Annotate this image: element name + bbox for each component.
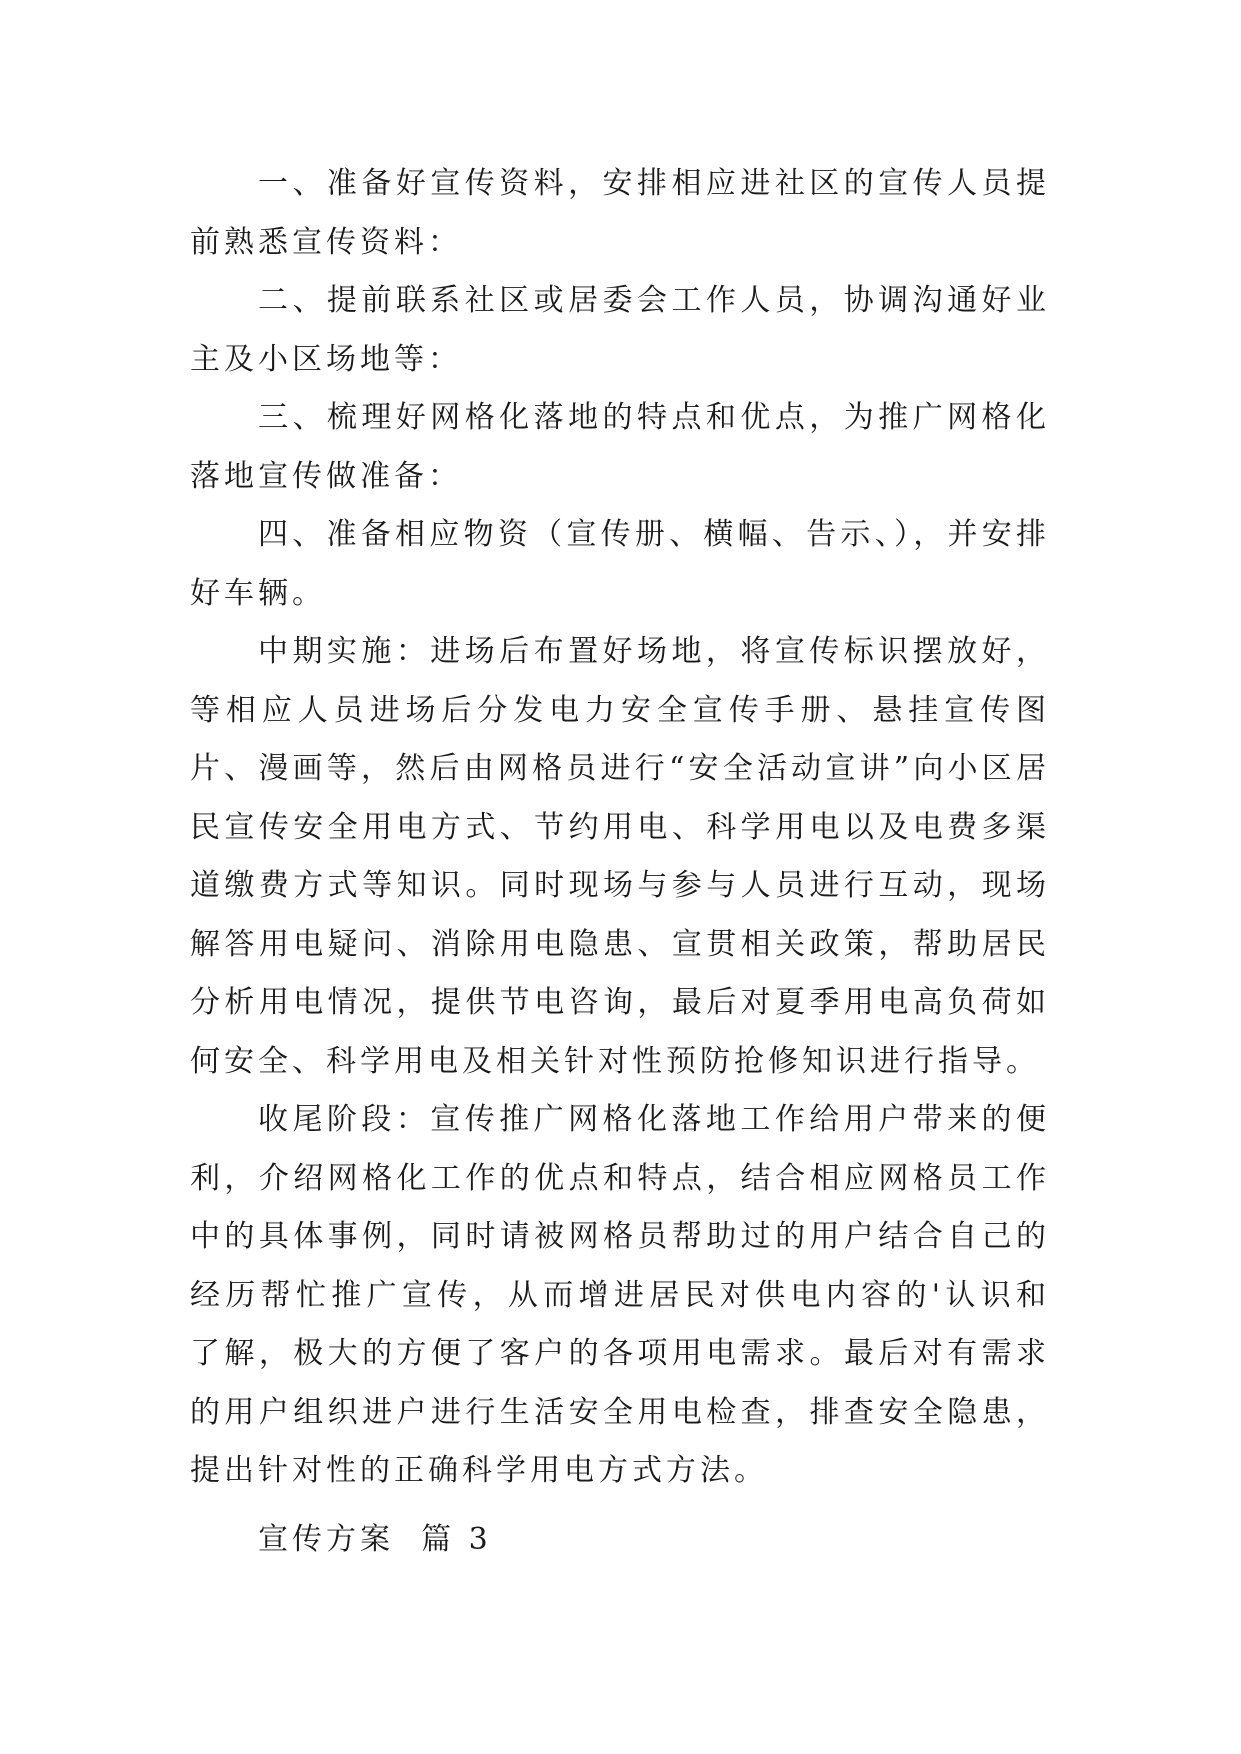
document-body xyxy=(190,155,1050,1569)
paragraph-prepare-supplies: 四、准备相应物资（宣传册、横幅、告示、），并安排好车辆。 xyxy=(190,517,1050,611)
paragraph-final-stage: 收尾阶段：宣传推广网格化落地工作给用户带来的便利，介绍网格化工作的优点和特点，结合相应网格员工作中的具体事例，同时请被网格员帮助过的用户结合自己的经历帮忙推广宣传，从而增进居民对供电内容的'认识和了解，极大的方便了客户的各项用电需求。最后对有需求的用户组织进户进行生活安全用电检查，排查安全隐患，提出针对性的正确科学用电方式方法。 xyxy=(190,1102,1050,1488)
section-heading: 宣传方案 篇 3 xyxy=(258,1521,492,1557)
paragraph-mid-implementation: 中期实施：进场后布置好场地，将宣传标识摆放好，等相应人员进场后分发电力安全宣传手册、悬挂宣传图片、漫画等，然后由网格员进行“安全活动宣讲”向小区居民宣传安全用电方式、节约用电、科学用电以及电费多渠道缴费方式等知识。同时现场与参与人员进行互动，现场解答用电疑问、消除用电隐患、宣贯相关政策，帮助居民分析用电情况，提供节电咨询，最后对夏季用电高负荷如何安全、科学用电及相关针对性预防抢修知识进行指导。 xyxy=(190,634,1050,1079)
paragraph-prepare-materials: 一、准备好宣传资料，安排相应进社区的宣传人员提前熟悉宣传资料： xyxy=(190,166,1050,260)
paragraph-contact-community: 二、提前联系社区或居委会工作人员，协调沟通好业主及小区场地等： xyxy=(190,283,1050,377)
paragraph-grid-features: 三、梳理好网格化落地的特点和优点，为推广网格化落地宣传做准备： xyxy=(190,400,1050,494)
